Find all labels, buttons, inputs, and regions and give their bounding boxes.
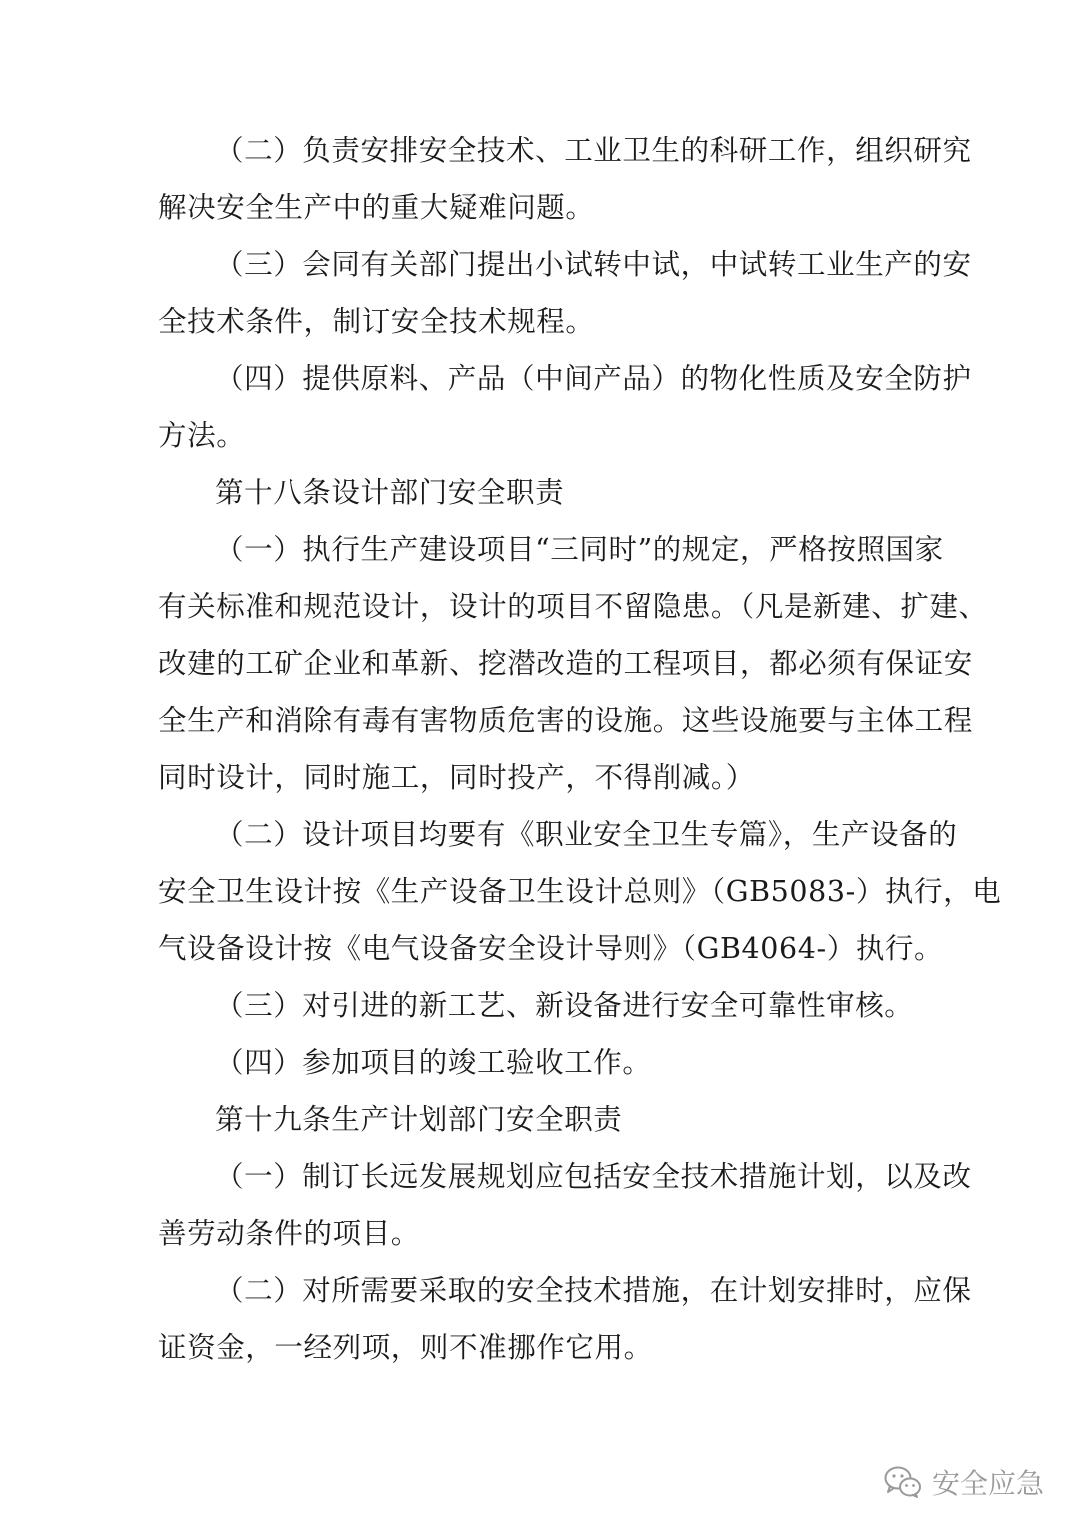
paragraph-line: （二）设计项目均要有《职业安全卫生专篇》，生产设备的 xyxy=(215,818,958,851)
paragraph-line: 解决安全生产中的重大疑难问题。 xyxy=(158,191,595,224)
paragraph-line: 方法。 xyxy=(158,419,246,452)
paragraph-line: 全技术条件，制订安全技术规程。 xyxy=(158,305,595,338)
paragraph-line: （三）对引进的新工艺、新设备进行安全可靠性审核。 xyxy=(215,989,914,1022)
paragraph-line: （一）制订长远发展规划应包括安全技术措施计划，以及改 xyxy=(215,1160,972,1193)
paragraph-line: 全生产和消除有毒有害物质危害的设施。这些设施要与主体工程 xyxy=(158,704,973,737)
paragraph-line: 改建的工矿企业和革新、挖潜改造的工程项目，都必须有保证安 xyxy=(158,647,973,680)
section-heading: 第十八条设计部门安全职责 xyxy=(215,476,565,509)
paragraph-line: 证资金，一经列项，则不准挪作它用。 xyxy=(158,1331,653,1364)
paragraph-line: 善劳动条件的项目。 xyxy=(158,1217,420,1250)
wechat-icon xyxy=(884,1465,922,1499)
watermark xyxy=(884,1460,1044,1504)
paragraph-line: （四）提供原料、产品（中间产品）的物化性质及安全防护 xyxy=(215,362,972,395)
watermark-text: 安全应急 xyxy=(931,1467,1044,1500)
paragraph-line: （一）执行生产建设项目“三同时”的规定，严格按照国家 xyxy=(215,533,944,566)
paragraph-line: 安全卫生设计按《生产设备卫生设计总则》（GB5083-）执行，电 xyxy=(158,875,1002,908)
paragraph-line: （四）参加项目的竣工验收工作。 xyxy=(215,1046,652,1079)
paragraph-line: （二）负责安排安全技术、工业卫生的科研工作，组织研究 xyxy=(215,134,972,167)
paragraph-line: （二）对所需要采取的安全技术措施，在计划安排时，应保 xyxy=(215,1274,972,1307)
section-heading: 第十九条生产计划部门安全职责 xyxy=(215,1103,623,1136)
paragraph-line: （三）会同有关部门提出小试转中试，中试转工业生产的安 xyxy=(215,248,972,281)
paragraph-line: 气设备设计按《电气设备安全设计导则》（GB4064-）执行。 xyxy=(158,932,944,965)
paragraph-line: 同时设计，同时施工，同时投产，不得削减。） xyxy=(158,761,755,794)
paragraph-line: 有关标准和规范设计，设计的项目不留隐患。（凡是新建、扩建、 xyxy=(158,590,988,623)
